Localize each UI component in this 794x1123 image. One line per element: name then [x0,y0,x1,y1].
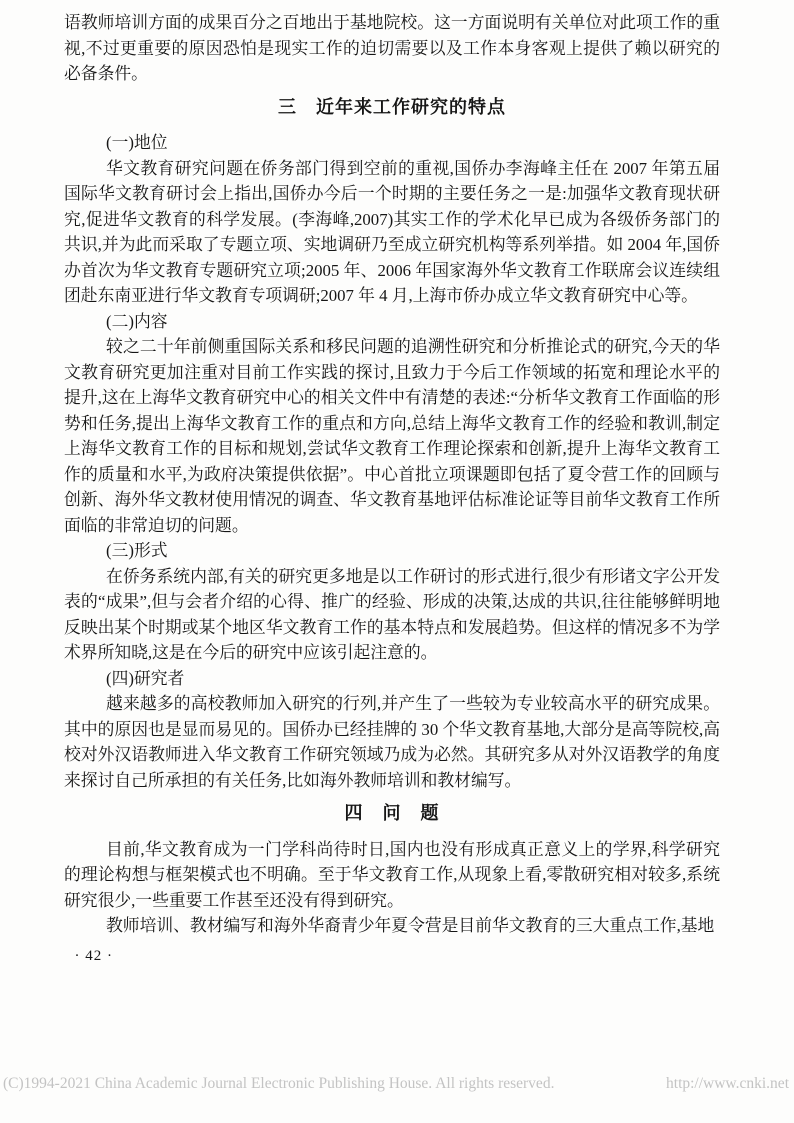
subsection-heading-3-form: (三)形式 [106,541,168,560]
subsection-heading-1-status: (一)地位 [106,133,168,152]
footer-url: http://www.cnki.net [666,1075,789,1092]
page-number: · 42 · [74,947,113,964]
copyright-text: (C)1994-2021 China Academic Journal Electronic Publishing House. All rights reserved. [3,1075,555,1092]
section-heading-3: 三 近年来工作研究的特点 [278,96,506,117]
copyright-footer [3,1075,789,1093]
subsection-heading-4-researchers: (四)研究者 [106,668,185,688]
paragraph-content: 较之二十年前侧重国际关系和移民问题的追溯性研究和分析推论式的研究,今天的华文教育研究更加注重对目前工作实践的探讨,且致力于今后工作领域的拓宽和理论水平的提升,这在上海华文教育研究中心的相关文件中有清楚的表述:“分析华文教育工作面临的形势和任务,提出上海华文教育工作的重点和方向,总结上海华文教育工作的经验和教训,制定上海华文教育工作的目标和规划,尝试华文教育工作理论探索和创新,提升上海华文教育工作的质量和水平,为政府决策提供依据”。中心首批立项课题即包括了夏令营工作的回顾与创新、海外华文教材使用情况的调查、华文教育基地评估标准论证等目前华文教育工作所面临的非常迫切的问题。 [64,337,720,535]
paragraph-problems-2: 教师培训、教材编写和海外华裔青少年夏令营是目前华文教育的三大重点工作,基地 [106,916,715,935]
paragraph-status: 华文教育研究问题在侨务部门得到空前的重视,国侨办李海峰主任在 2007 年第五届国际华文教育研讨会上指出,国侨办今后一个时期的主要任务之一是:加强华文教育现状研究,促进华文教育的科学发展。(李海峰,2007)其实工作的学术化早已成为各级侨务部门的共识,并为此而采取了专题立项、实地调研乃至成立研究机构等系列举措。如 2004 年,国侨办首次为华文教育专题研究立项;2005 年、2006 年国家海外华文教育工作联席会议连续组团赴东南亚进行华文教育专项调研;2007 年 4 月,上海市侨办成立华文教育研究中心等。 [64,158,720,305]
section-heading-4: 四 问 题 [344,803,440,823]
article-body [64,10,720,969]
paragraph-problems-1: 目前,华文教育成为一门学科尚待时日,国内也没有形成真正意义上的学界,科学研究的理论构想与框架模式也不明确。至于华文教育工作,从现象上看,零散研究相对较多,系统研究很少,一些重要工作甚至还没有得到研究。 [64,839,720,910]
paragraph-continuation: 语教师培训方面的成果百分之百地出于基地院校。这一方面说明有关单位对此项工作的重视,不过更重要的原因恐怕是现实工作的迫切需要以及工作本身客观上提供了赖以研究的必备条件。 [64,13,720,83]
paragraph-form: 在侨务系统内部,有关的研究更多地是以工作研讨的形式进行,很少有形诸文字公开发表的“成果”,但与会者介绍的心得、推广的经验、形成的决策,达成的共识,往往能够鲜明地反映出某个时期或某个地区华文教育工作的基本特点和发展趋势。但这样的情况多不为学术界所知晓,这是在今后的研究中应该引起注意的。 [64,566,720,662]
paragraph-researchers: 越来越多的高校教师加入研究的行列,并产生了一些较为专业较高水平的研究成果。其中的原因也是显而易见的。国侨办已经挂牌的 30 个华文教育基地,大部分是高等院校,高校对外汉语教师进入华文教育工作研究领域乃成为必然。其研究多从对外汉语教学的角度来探讨自己所承担的有关任务,比如海外教师培训和教材编写。 [64,694,720,790]
subsection-heading-2-content: (二)内容 [106,311,168,331]
